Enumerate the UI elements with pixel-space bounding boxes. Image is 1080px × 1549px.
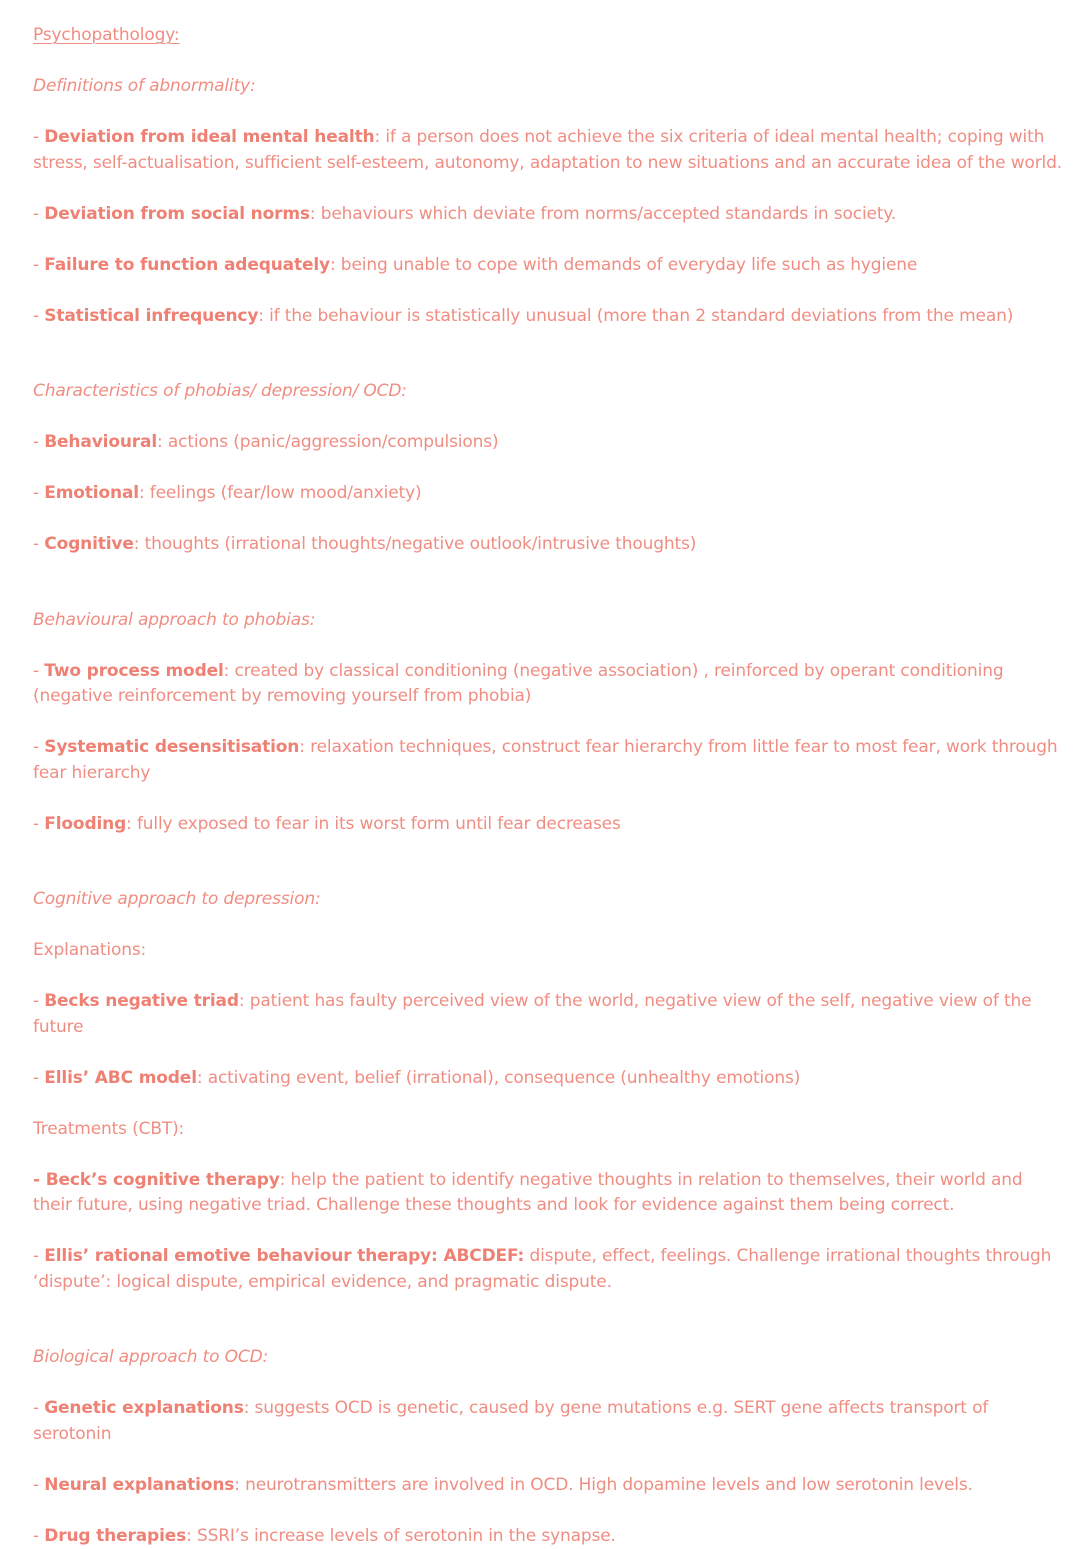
- term: Drug therapies: [44, 1526, 186, 1546]
- term: Behavioural: [44, 432, 157, 452]
- list-item: - Deviation from ideal mental health: if a person does not achieve the six criteria of ideal mental health; coping with stress, self-actualisation, sufficient self-esteem, autonomy, adaptation to new situations and an accurate idea of the world.: [33, 125, 1063, 176]
- list-item: - Behavioural: actions (panic/aggression/compulsions): [33, 430, 1063, 456]
- definition: : if the behaviour is statistically unusual (more than 2 standard deviations from the mean): [258, 306, 1013, 326]
- term: Failure to function adequately: [44, 255, 330, 275]
- list-item: - Ellis’ ABC model: activating event, belief (irrational), consequence (unhealthy emotions): [33, 1066, 1063, 1092]
- term: Ellis’ ABC model: [44, 1068, 197, 1088]
- section-heading-behavioural: Behavioural approach to phobias:: [33, 608, 1063, 634]
- list-item: - Emotional: feelings (fear/low mood/anxiety): [33, 481, 1063, 507]
- notes-page: [33, 23, 1063, 1549]
- term: Deviation from social norms: [44, 204, 310, 224]
- list-item: - Flooding: fully exposed to fear in its worst form until fear decreases: [33, 812, 1063, 838]
- definition: : suggests OCD is genetic, caused by gene mutations e.g. SERT gene affects transport of serotonin: [33, 1398, 988, 1444]
- definition: : patient has faulty perceived view of the world, negative view of the self, negative view of the future: [33, 991, 1031, 1037]
- definition: dispute, effect, feelings. Challenge irrational thoughts through ‘dispute’: logical dispute, empirical evidence, and pragmatic dispute.: [33, 1246, 1051, 1292]
- section-heading-biological: Biological approach to OCD:: [33, 1345, 1063, 1371]
- definition: : activating event, belief (irrational), consequence (unhealthy emotions): [197, 1068, 800, 1088]
- term: Statistical infrequency: [44, 306, 258, 326]
- section-heading-cognitive: Cognitive approach to depression:: [33, 887, 1063, 913]
- definition: : behaviours which deviate from norms/accepted standards in society.: [310, 204, 896, 224]
- list-item: - Beck’s cognitive therapy: help the patient to identify negative thoughts in relation to themselves, their world and their future, using negative triad. Challenge these thoughts and look for evidence against them being correct.: [33, 1168, 1063, 1219]
- term: Becks negative triad: [44, 991, 239, 1011]
- list-item: - Drug therapies: SSRI’s increase levels of serotonin in the synapse.: [33, 1524, 1063, 1549]
- definition: : if a person does not achieve the six criteria of ideal mental health; coping with stress, self-actualisation, sufficient self-esteem, autonomy, adaptation to new situations and an accurate idea of the world.: [33, 127, 1062, 173]
- definition: : feelings (fear/low mood/anxiety): [139, 483, 422, 503]
- definition: : relaxation techniques, construct fear hierarchy from little fear to most fear, work through fear hierarchy: [33, 737, 1058, 783]
- list-item: - Two process model: created by classical conditioning (negative association) , reinforced by operant conditioning (negative reinforcement by removing yourself from phobia): [33, 659, 1063, 710]
- term: Ellis’ rational emotive behaviour therapy: ABCDEF:: [44, 1246, 524, 1266]
- definition: : actions (panic/aggression/compulsions): [157, 432, 498, 452]
- list-item: - Becks negative triad: patient has faulty perceived view of the world, negative view of the self, negative view of the future: [33, 989, 1063, 1040]
- definition: : neurotransmitters are involved in OCD. High dopamine levels and low serotonin levels.: [234, 1475, 973, 1495]
- term: Genetic explanations: [44, 1398, 243, 1418]
- list-item: - Genetic explanations: suggests OCD is genetic, caused by gene mutations e.g. SERT gene affects transport of serotonin: [33, 1396, 1063, 1447]
- subheading-explanations: Explanations:: [33, 938, 1063, 964]
- page-title: Psychopathology:: [33, 23, 1063, 49]
- definition: : thoughts (irrational thoughts/negative outlook/intrusive thoughts): [134, 534, 697, 554]
- list-item: - Cognitive: thoughts (irrational thoughts/negative outlook/intrusive thoughts): [33, 532, 1063, 558]
- definition: : fully exposed to fear in its worst form until fear decreases: [126, 814, 621, 834]
- term: Cognitive: [44, 534, 133, 554]
- definition: : help the patient to identify negative thoughts in relation to themselves, their world and their future, using negative triad. Challenge these thoughts and look for evidence against them being correct.: [33, 1170, 1023, 1216]
- list-item: - Statistical infrequency: if the behaviour is statistically unusual (more than 2 standard deviations from the mean): [33, 304, 1063, 330]
- term: Flooding: [44, 814, 126, 834]
- term: Two process model: [44, 661, 223, 681]
- section-heading-abnormality: Definitions of abnormality:: [33, 74, 1063, 100]
- list-item: - Deviation from social norms: behaviours which deviate from norms/accepted standards in society.: [33, 202, 1063, 228]
- list-item: - Failure to function adequately: being unable to cope with demands of everyday life such as hygiene: [33, 253, 1063, 279]
- term: Beck’s cognitive therapy: [46, 1170, 280, 1190]
- list-item: - Ellis’ rational emotive behaviour therapy: ABCDEF: dispute, effect, feelings. Challenge irrational thoughts through ‘dispute’: logical dispute, empirical evidence, and pragmatic dispute.: [33, 1244, 1063, 1295]
- definition: : SSRI’s increase levels of serotonin in the synapse.: [186, 1526, 616, 1546]
- list-item: - Systematic desensitisation: relaxation techniques, construct fear hierarchy from little fear to most fear, work through fear hierarchy: [33, 735, 1063, 786]
- term: Neural explanations: [44, 1475, 234, 1495]
- section-heading-characteristics: Characteristics of phobias/ depression/ OCD:: [33, 379, 1063, 405]
- term: Deviation from ideal mental health: [44, 127, 374, 147]
- definition: : being unable to cope with demands of everyday life such as hygiene: [330, 255, 917, 275]
- list-item: - Neural explanations: neurotransmitters are involved in OCD. High dopamine levels and low serotonin levels.: [33, 1473, 1063, 1499]
- term: Emotional: [44, 483, 139, 503]
- definition: : created by classical conditioning (negative association) , reinforced by operant conditioning (negative reinforcement by removing yourself from phobia): [33, 661, 1004, 707]
- term: Systematic desensitisation: [44, 737, 299, 757]
- subheading-treatments: Treatments (CBT):: [33, 1117, 1063, 1143]
